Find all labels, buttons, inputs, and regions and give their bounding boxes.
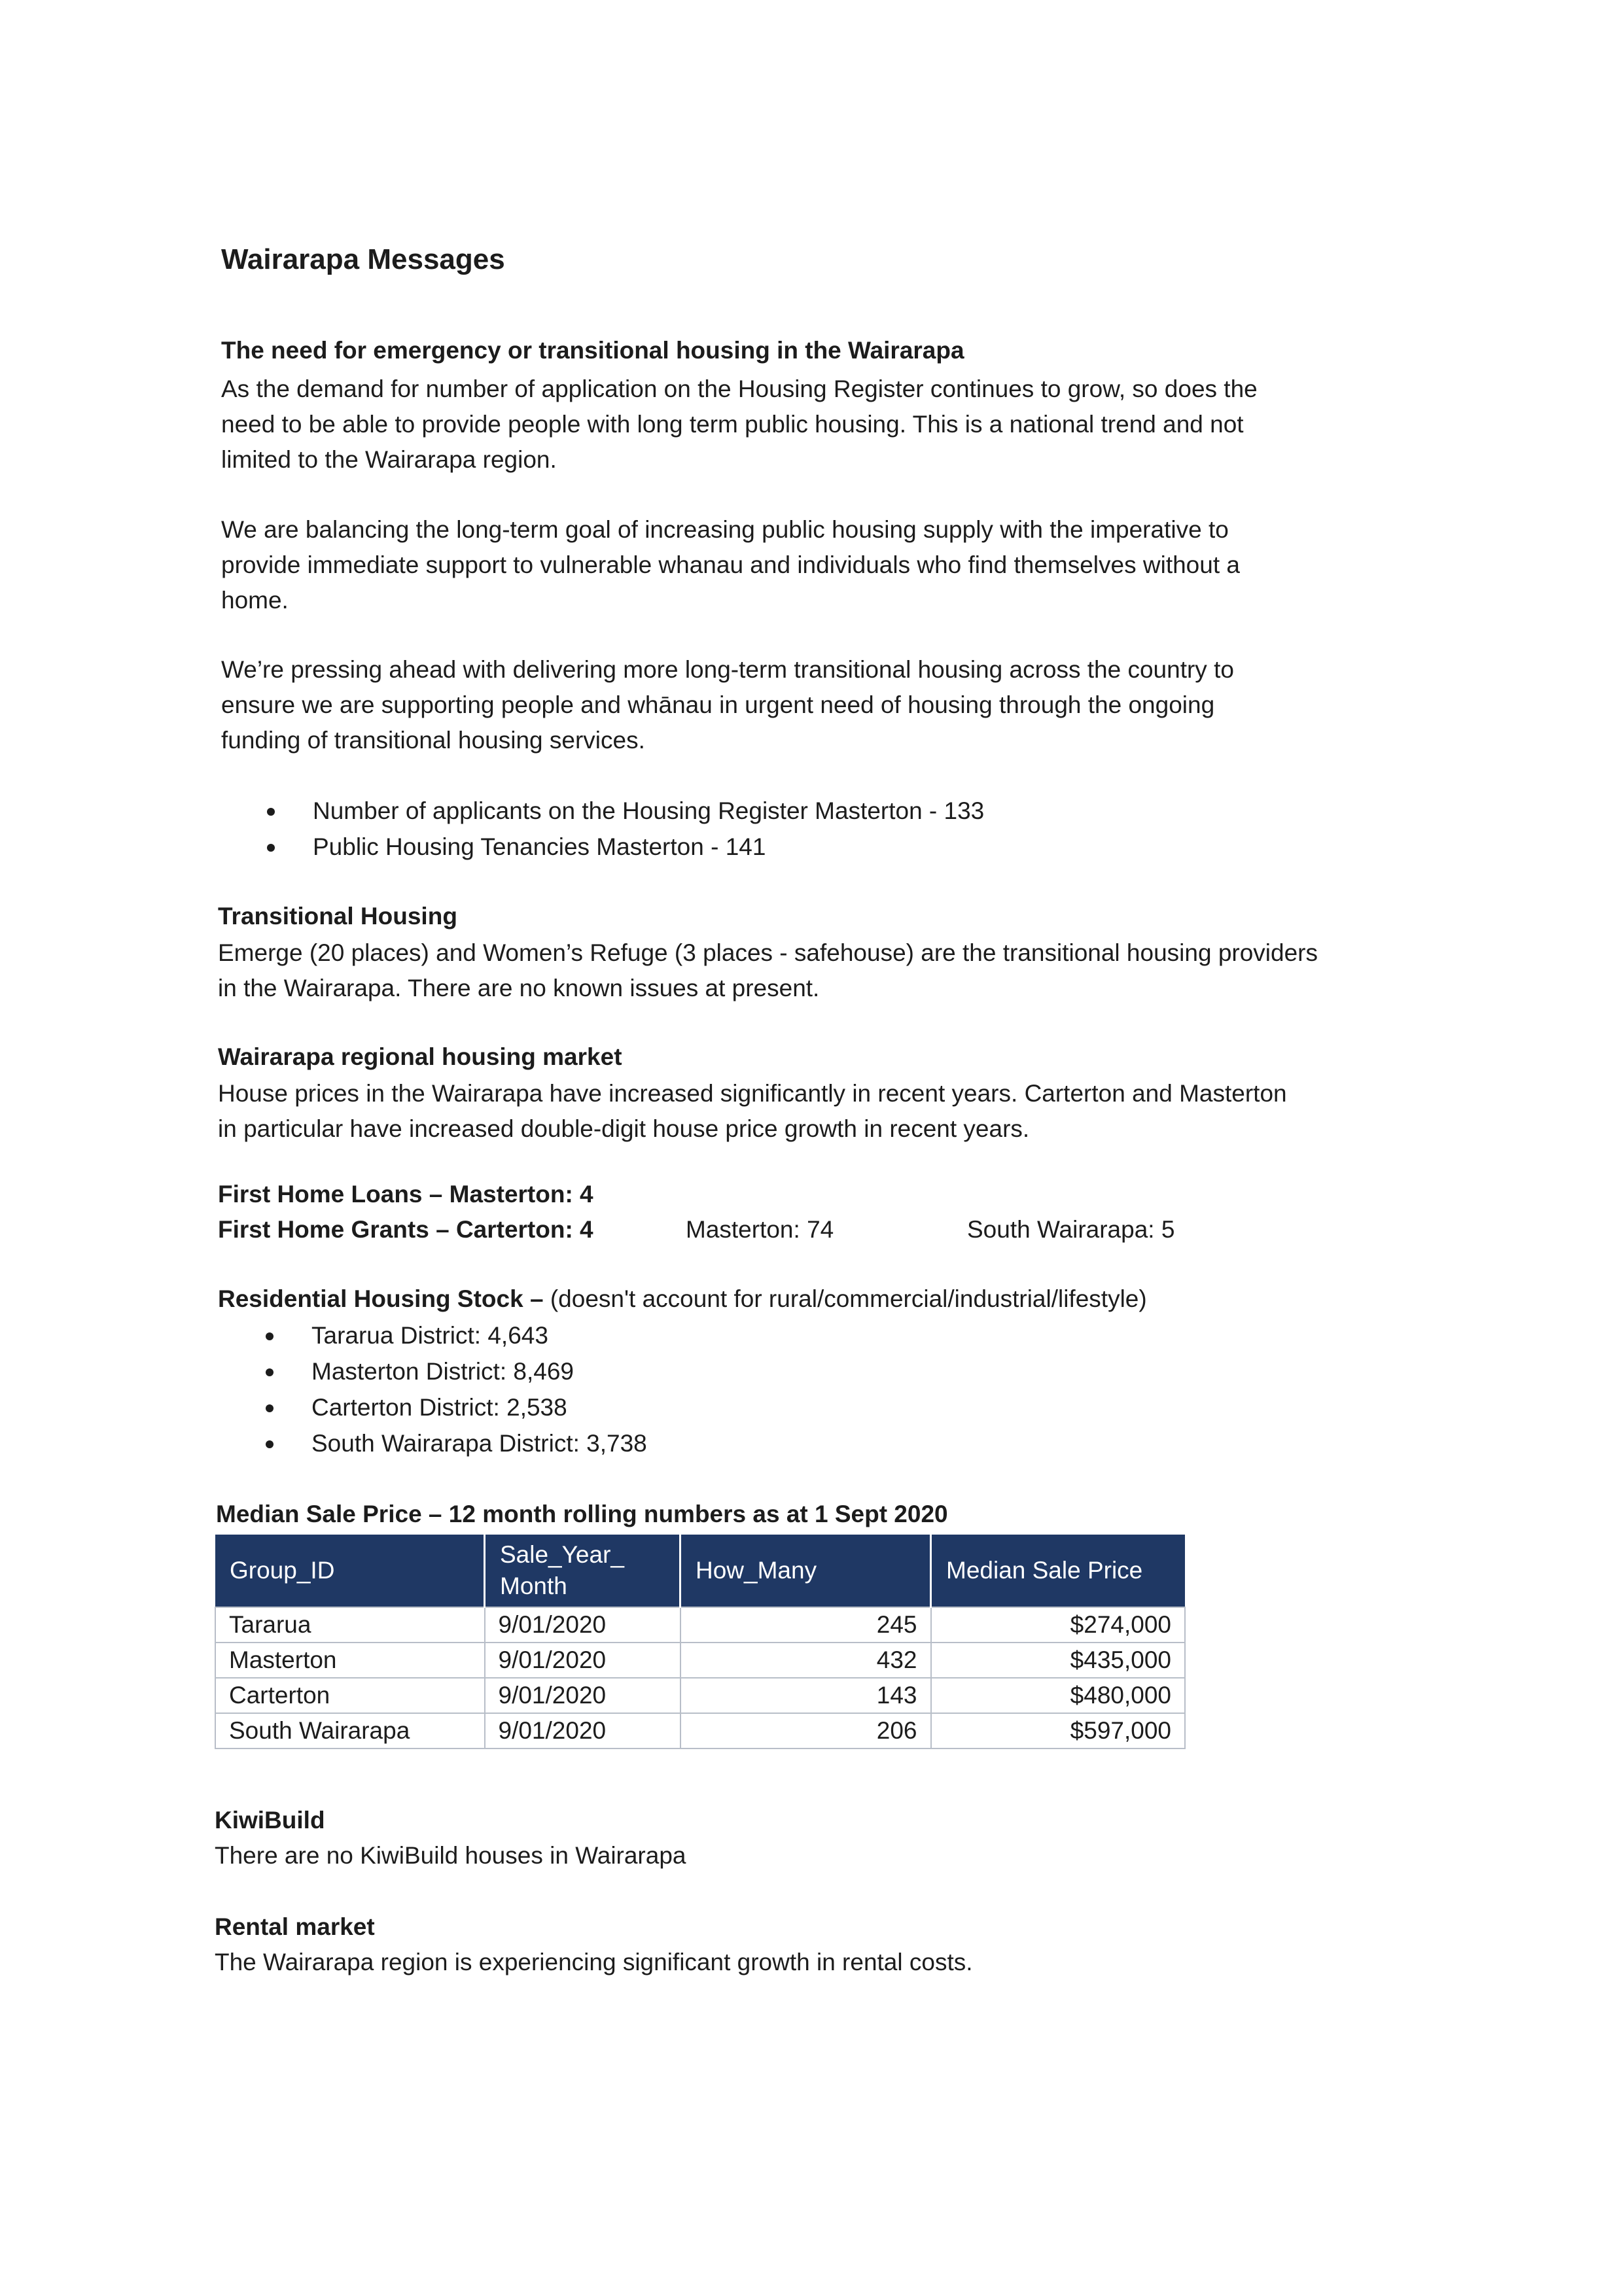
paragraph-balancing xyxy=(221,512,1240,618)
median-sale-price-caption: Median Sale Price – 12 month rolling numbers as at 1 Sept 2020 xyxy=(216,1501,948,1527)
list-item: South Wairarapa District: 3,738 xyxy=(266,1425,647,1461)
cell-how-many: 143 xyxy=(680,1678,931,1713)
table-row xyxy=(215,1678,1185,1713)
paragraph-rental-market: The Wairarapa region is experiencing significant growth in rental costs. xyxy=(215,1949,973,1975)
cell-how-many: 206 xyxy=(680,1713,931,1748)
housing-stock-note: (doesn't account for rural/commercial/industrial/lifestyle) xyxy=(550,1285,1147,1312)
cell-group-id: Carterton xyxy=(215,1678,485,1713)
first-home-grants xyxy=(218,1216,593,1244)
section-heading-kiwibuild: KiwiBuild xyxy=(215,1807,325,1834)
column-header-how-many: How_Many xyxy=(680,1535,931,1607)
paragraph-transitional xyxy=(218,935,1318,1006)
list-item: Masterton District: 8,469 xyxy=(266,1353,647,1389)
paragraph-line: We’re pressing ahead with delivering more long-term transitional housing across the country to xyxy=(221,656,1234,683)
first-home-grants-south-wairarapa: South Wairarapa: 5 xyxy=(967,1216,1175,1243)
cell-median-sale-price: $597,000 xyxy=(931,1713,1186,1748)
paragraph-line: need to be able to provide people with long term public housing. This is a national trend and not xyxy=(221,411,1244,438)
column-header-sale-year-month: Sale_Year_ Month xyxy=(485,1535,680,1607)
section-heading-rental-market: Rental market xyxy=(215,1913,375,1940)
table-row xyxy=(215,1607,1185,1643)
paragraph-line: ensure we are supporting people and whānau in urgent need of housing through the ongoing xyxy=(221,691,1215,718)
paragraph-line: limited to the Wairarapa region. xyxy=(221,446,557,473)
cell-median-sale-price: $274,000 xyxy=(931,1607,1186,1643)
cell-sale-year-month: 9/01/2020 xyxy=(485,1713,680,1748)
housing-register-list xyxy=(267,793,984,865)
section-heading-emergency-housing: The need for emergency or transitional housing in the Wairarapa xyxy=(221,337,964,364)
table-row xyxy=(215,1713,1185,1748)
page-title: Wairarapa Messages xyxy=(221,243,505,275)
paragraph-line: in the Wairarapa. There are no known issues at present. xyxy=(218,975,820,1001)
cell-median-sale-price: $480,000 xyxy=(931,1678,1186,1713)
paragraph-line: As the demand for number of application on the Housing Register continues to grow, so does the xyxy=(221,375,1258,402)
table-header-row xyxy=(215,1535,1185,1607)
paragraph-regional-market xyxy=(218,1076,1287,1147)
paragraph-pressing-ahead xyxy=(221,652,1234,758)
paragraph-line: funding of transitional housing services. xyxy=(221,727,645,754)
first-home-grants-masterton: Masterton: 74 xyxy=(686,1216,834,1243)
paragraph-line: in particular have increased double-digit house price growth in recent years. xyxy=(218,1115,1030,1142)
list-item: Carterton District: 2,538 xyxy=(266,1389,647,1425)
cell-median-sale-price: $435,000 xyxy=(931,1643,1186,1678)
section-heading-transitional-housing: Transitional Housing xyxy=(218,903,457,930)
cell-group-id: South Wairarapa xyxy=(215,1713,485,1748)
section-heading-regional-market: Wairarapa regional housing market xyxy=(218,1043,622,1070)
cell-sale-year-month: 9/01/2020 xyxy=(485,1607,680,1643)
paragraph-line: provide immediate support to vulnerable whanau and individuals who find themselves without a xyxy=(221,551,1240,578)
paragraph-line: House prices in the Wairarapa have increased significantly in recent years. Carterton and Masterton xyxy=(218,1080,1287,1107)
cell-sale-year-month: 9/01/2020 xyxy=(485,1678,680,1713)
paragraph-line: Emerge (20 places) and Women’s Refuge (3 places - safehouse) are the transitional housing providers xyxy=(218,939,1318,966)
median-sale-price-table xyxy=(215,1535,1186,1749)
housing-stock-title: Residential Housing Stock – xyxy=(218,1285,550,1312)
list-item: Number of applicants on the Housing Register Masterton - 133 xyxy=(267,793,984,829)
first-home-loans-label: First Home Loans – xyxy=(218,1181,450,1208)
list-item: Public Housing Tenancies Masterton - 141 xyxy=(267,829,984,865)
paragraph-kiwibuild: There are no KiwiBuild houses in Wairarapa xyxy=(215,1842,686,1869)
cell-sale-year-month: 9/01/2020 xyxy=(485,1643,680,1678)
first-home-grants-carterton: Carterton: 4 xyxy=(455,1216,593,1243)
list-item: Tararua District: 4,643 xyxy=(266,1317,647,1353)
table-row xyxy=(215,1643,1185,1678)
paragraph-demand xyxy=(221,372,1258,478)
paragraph-line: We are balancing the long-term goal of increasing public housing supply with the imperative to xyxy=(221,516,1229,543)
cell-how-many: 432 xyxy=(680,1643,931,1678)
first-home-loans xyxy=(218,1181,593,1208)
first-home-grants-label: First Home Grants – xyxy=(218,1216,456,1243)
housing-stock-list xyxy=(266,1317,647,1461)
paragraph-line: home. xyxy=(221,587,289,614)
column-header-median-sale-price: Median Sale Price xyxy=(931,1535,1186,1607)
section-heading-housing-stock xyxy=(218,1285,1147,1313)
cell-group-id: Tararua xyxy=(215,1607,485,1643)
cell-how-many: 245 xyxy=(680,1607,931,1643)
first-home-loans-masterton: Masterton: 4 xyxy=(449,1181,593,1208)
column-header-group-id: Group_ID xyxy=(215,1535,485,1607)
cell-group-id: Masterton xyxy=(215,1643,485,1678)
